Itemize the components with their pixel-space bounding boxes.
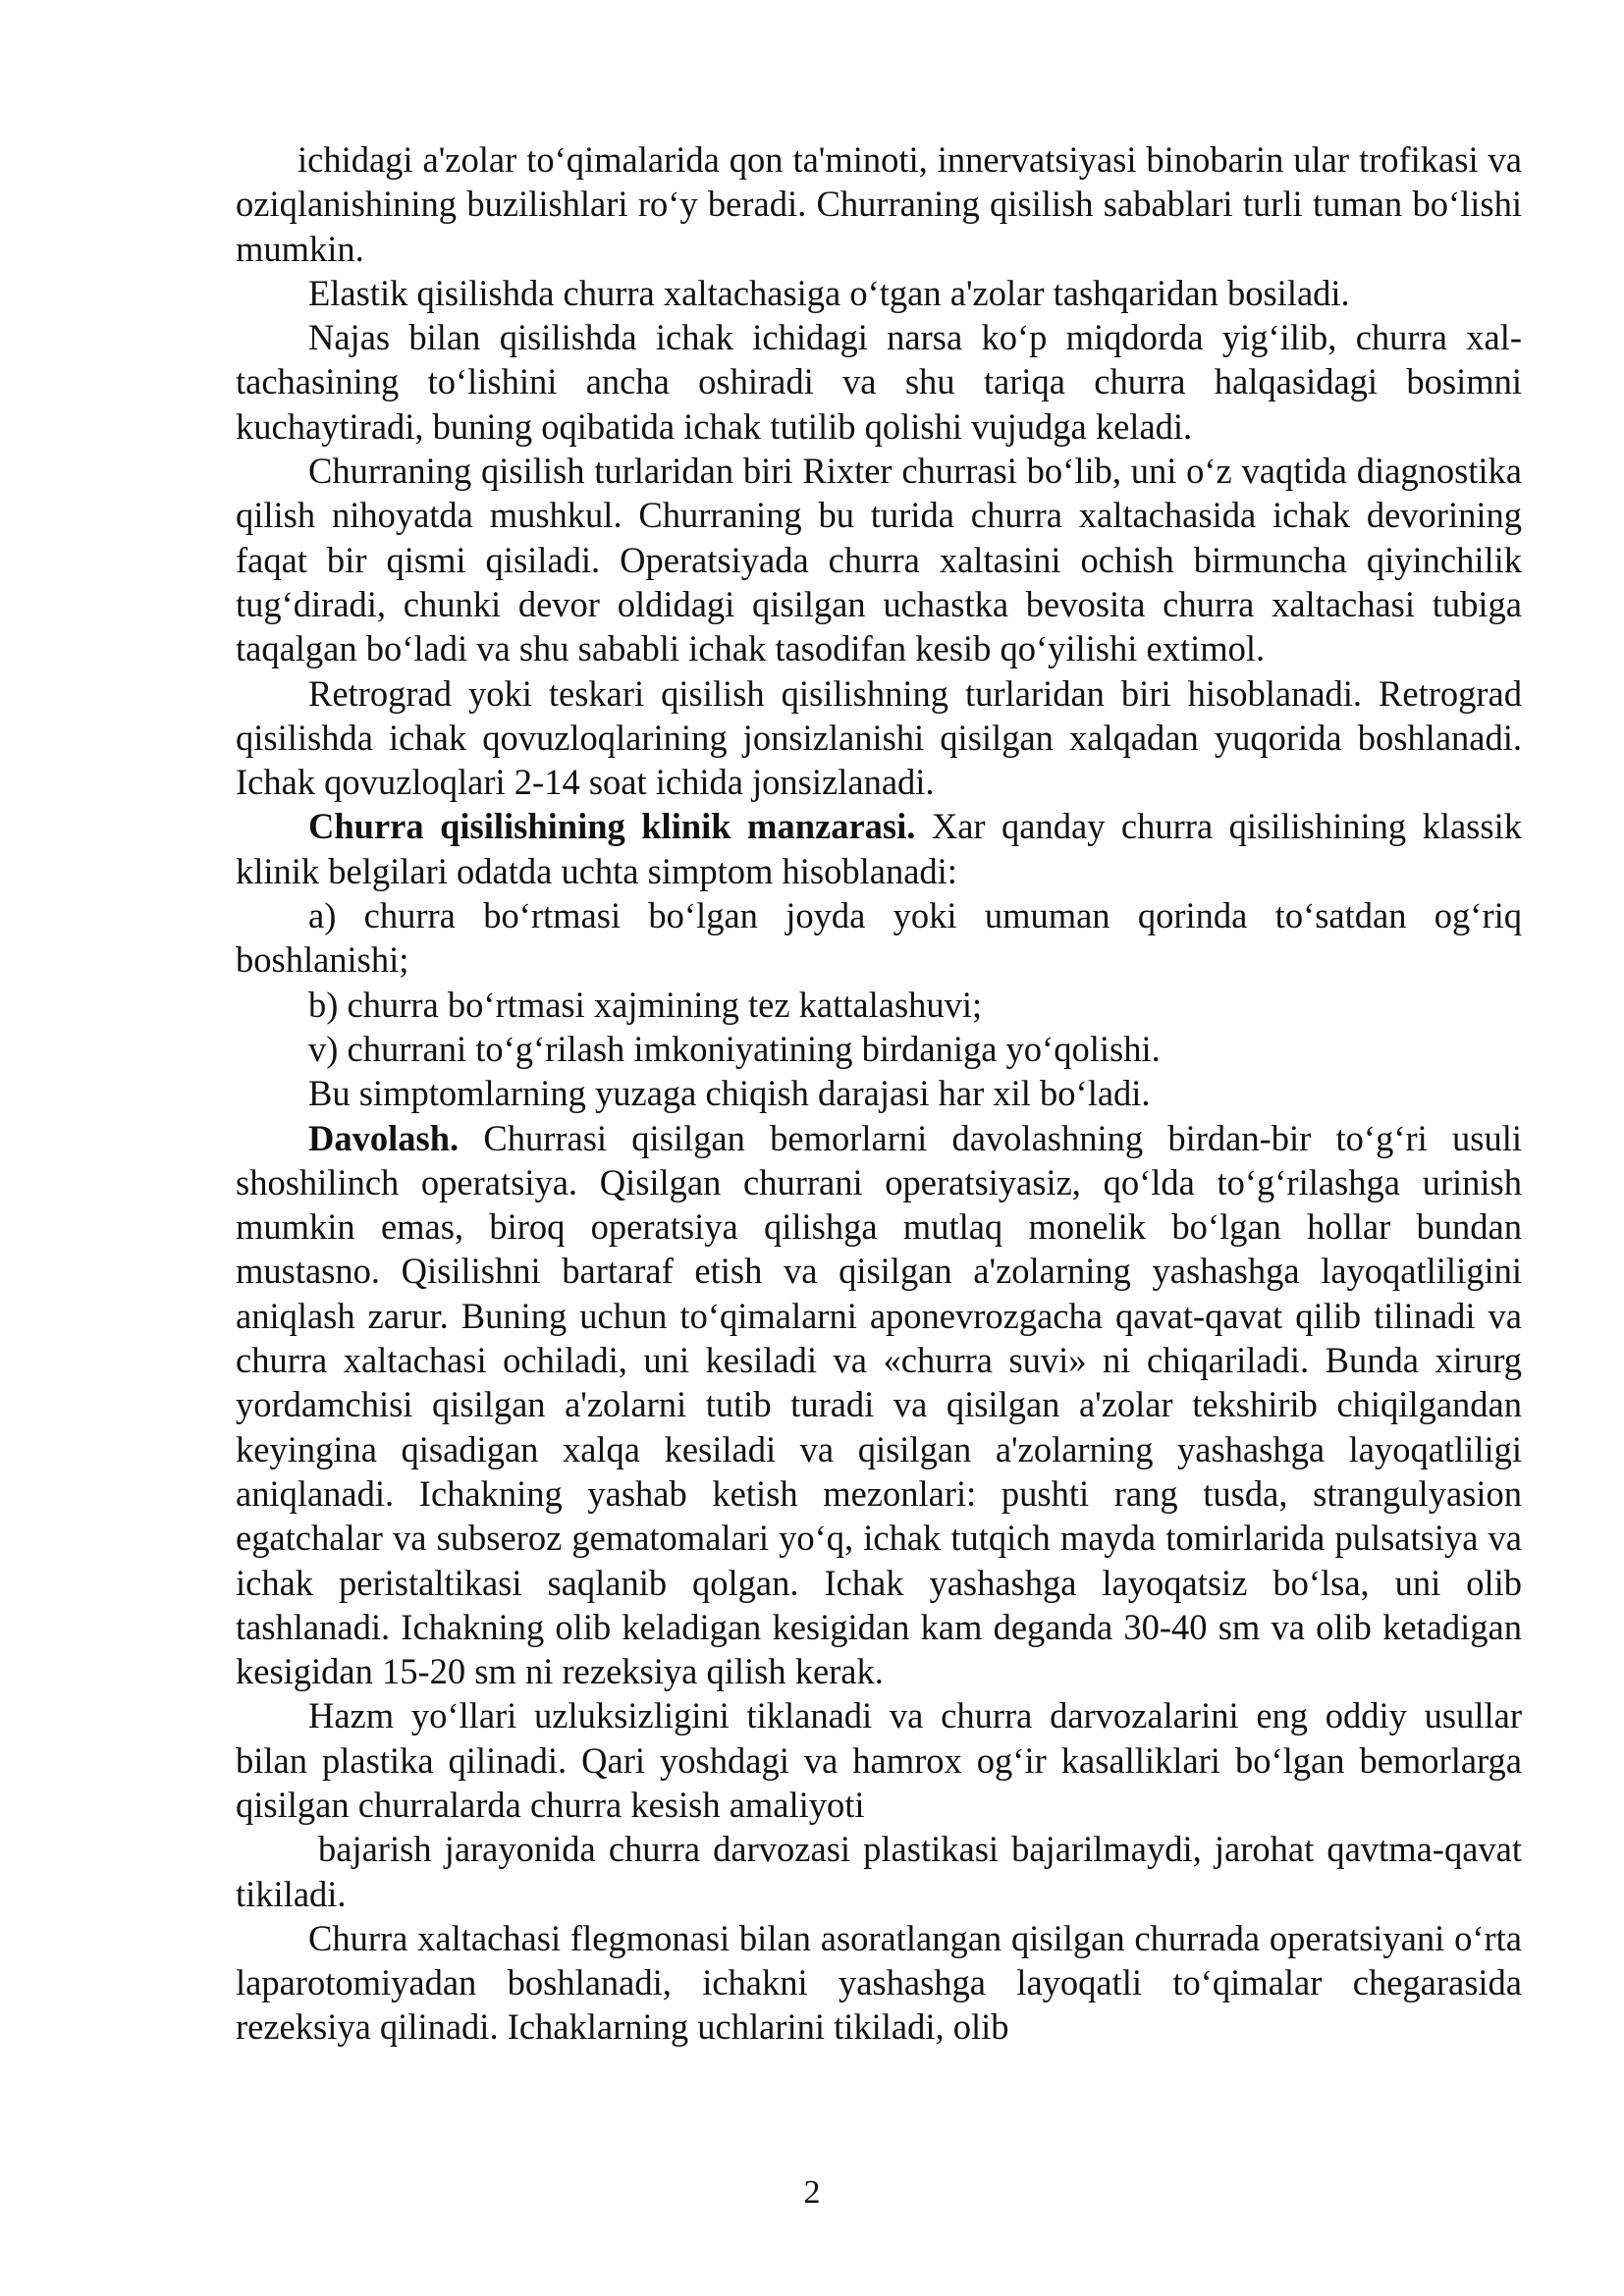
paragraph-symptoms-note [236,1071,1522,1115]
paragraph-14 [236,1916,1522,2050]
paragraph-text: Xar qanday churra qisilishining klassik klinik belgilari odatda uchta simptom hisoblanadi: [236,806,1522,891]
paragraph-text: Elastik qisilishda churra xaltachasiga o‘tgan a'zolar tashqaridan bosiladi. [308,272,1350,313]
paragraph-text: v) churrani to‘g‘rilash imkoniyatining birdaniga yo‘qolishi. [308,1028,1161,1069]
paragraph-text: Bu simptomlarning yuzaga chiqish darajasi har xil bo‘ladi. [308,1073,1151,1114]
paragraph-text: Najas bilan qisilishda ichak ichidagi narsa ko‘p miqdorda yig‘ilib, churra xaltachasining to‘lishini ancha oshiradi va shu tariqa churra halqasidagi bosimni kuchaytiradi, buning oqibatida ichak tutilib qolishi vujudga keladi. [236,317,1522,447]
paragraph-text: a) churra bo‘rtmasi bo‘lgan joyda yoki umuman qorinda to‘satdan og‘riq boshlanishi; [236,895,1522,981]
paragraph-2 [236,271,1522,315]
paragraph-text: Retrograd yoki teskari qisilish qisilishning turlaridan biri hisoblanadi. Retrograd qisilishda ichak qovuzloqlarining jonsizlanishi qisilgan xalqadan yuqorida boshlanadi. Ichak qovuzloqlari 2-14 soat ichida jonsizlanadi. [236,672,1522,803]
section-heading-clinical: Churra qisilishining klinik manzarasi. [308,806,916,847]
paragraph-text: bajarish jarayonida churra darvozasi plastikasi bajarilmaydi, jarohat qavtma-qavat tikiladi. [236,1829,1522,1914]
paragraph-13 [236,1827,1522,1916]
section-heading-treatment: Davolash. [308,1117,460,1158]
paragraph-text: Churra xaltachasi flegmonasi bilan asoratlangan qisilgan churrada operatsiyani o‘rta laparotomiyadan boshlanadi, ichakni yashashga layoqatli to‘qimalar chegarasida rezeksiya qilinadi. Ichaklarning uchlarini tikiladi, olib [236,1917,1522,2048]
page-number: 2 [803,2174,821,2211]
paragraph-5 [236,671,1522,805]
paragraph-4 [236,449,1522,670]
paragraph-12 [236,1693,1522,1827]
paragraph-text: Churrasi qisilgan bemorlarni davolashning birdan-bir to‘g‘ri usuli shoshilinch operatsiya. Qisilgan churrani operatsiyasiz, qo‘lda to‘g‘rilashga urinish mumkin emas, biroq operatsiya qilishga mutlaq monelik bo‘lgan hollar bundan mustasno. Qisilishni bartaraf etish va qisilgan a'zolarning yashashga layoqatliligini aniqlash zarur. Buning uchun to‘qimalarni aponevrozgacha qavat-qavat qilib tilinadi va churra xaltachasi ochiladi, uni kesiladi va «churra suvi» ni chiqariladi. Bunda xirurg yordamchisi qisilgan a'zolarni tutib turadi va qisilgan a'zolar tekshirib chiqilgandan keyingina qisadigan xalqa kesiladi va qisilgan a'zolarning yashashga layoqatliligi aniqlanadi. Ichakning yashab ketish mezonlari: pushti rang tusda, strangulyasion egatchalar va subseroz gematomalari yo‘q, ichak tutqich mayda tomirlarida pulsatsiya va ichak peristaltikasi saqlanib qolgan. Ichak yashashga layoqatsiz bo‘lsa, uni olib tashlanadi. Ichakning olib keladigan kesigidan kam deganda 30-40 sm va olib ketadigan kesigidan 15-20 sm ni rezeksiya qilish kerak. [236,1117,1522,1692]
list-item-a [236,893,1522,983]
paragraph-1 [236,137,1522,271]
paragraph-text: Hazm yo‘llari uzluksizligini tiklanadi va churra darvozalarini eng oddiy usullar bilan plastika qilinadi. Qari yoshdagi va hamrox og‘ir kasalliklari bo‘lgan bemorlarga qisilgan churralarda churra kesish amaliyoti [236,1695,1522,1825]
paragraph-text: ichidagi a'zolar to‘qimalarida qon ta'minoti, innervatsiyasi binobarin ular trofikasi va oziqlanishining buzilishlari ro‘y beradi. Churraning qisilish sabablari turli tuman bo‘lishi mumkin. [236,139,1522,269]
paragraph-treatment [236,1116,1522,1694]
paragraph-3 [236,315,1522,449]
list-item-v [236,1027,1522,1071]
list-item-b [236,983,1522,1027]
paragraph-6 [236,804,1522,893]
paragraph-text: b) churra bo‘rtmasi xajmining tez kattalashuvi; [308,984,983,1025]
paragraph-text: Churraning qisilish turlaridan biri Rixter churrasi bo‘lib, uni o‘z vaqtida diagnostika qilish nihoyatda mushkul. Churraning bu turida churra xaltachasida ichak devorining faqat bir qismi qisiladi. Operatsiyada churra xaltasini ochish birmuncha qiyinchilik tug‘diradi, chunki devor oldidagi qisilgan uchastka bevosita churra xaltachasi tubiga taqalgan bo‘ladi va shu sababli ichak tasodifan kesib qo‘yilishi extimol. [236,451,1522,669]
document-page [236,137,1522,2050]
